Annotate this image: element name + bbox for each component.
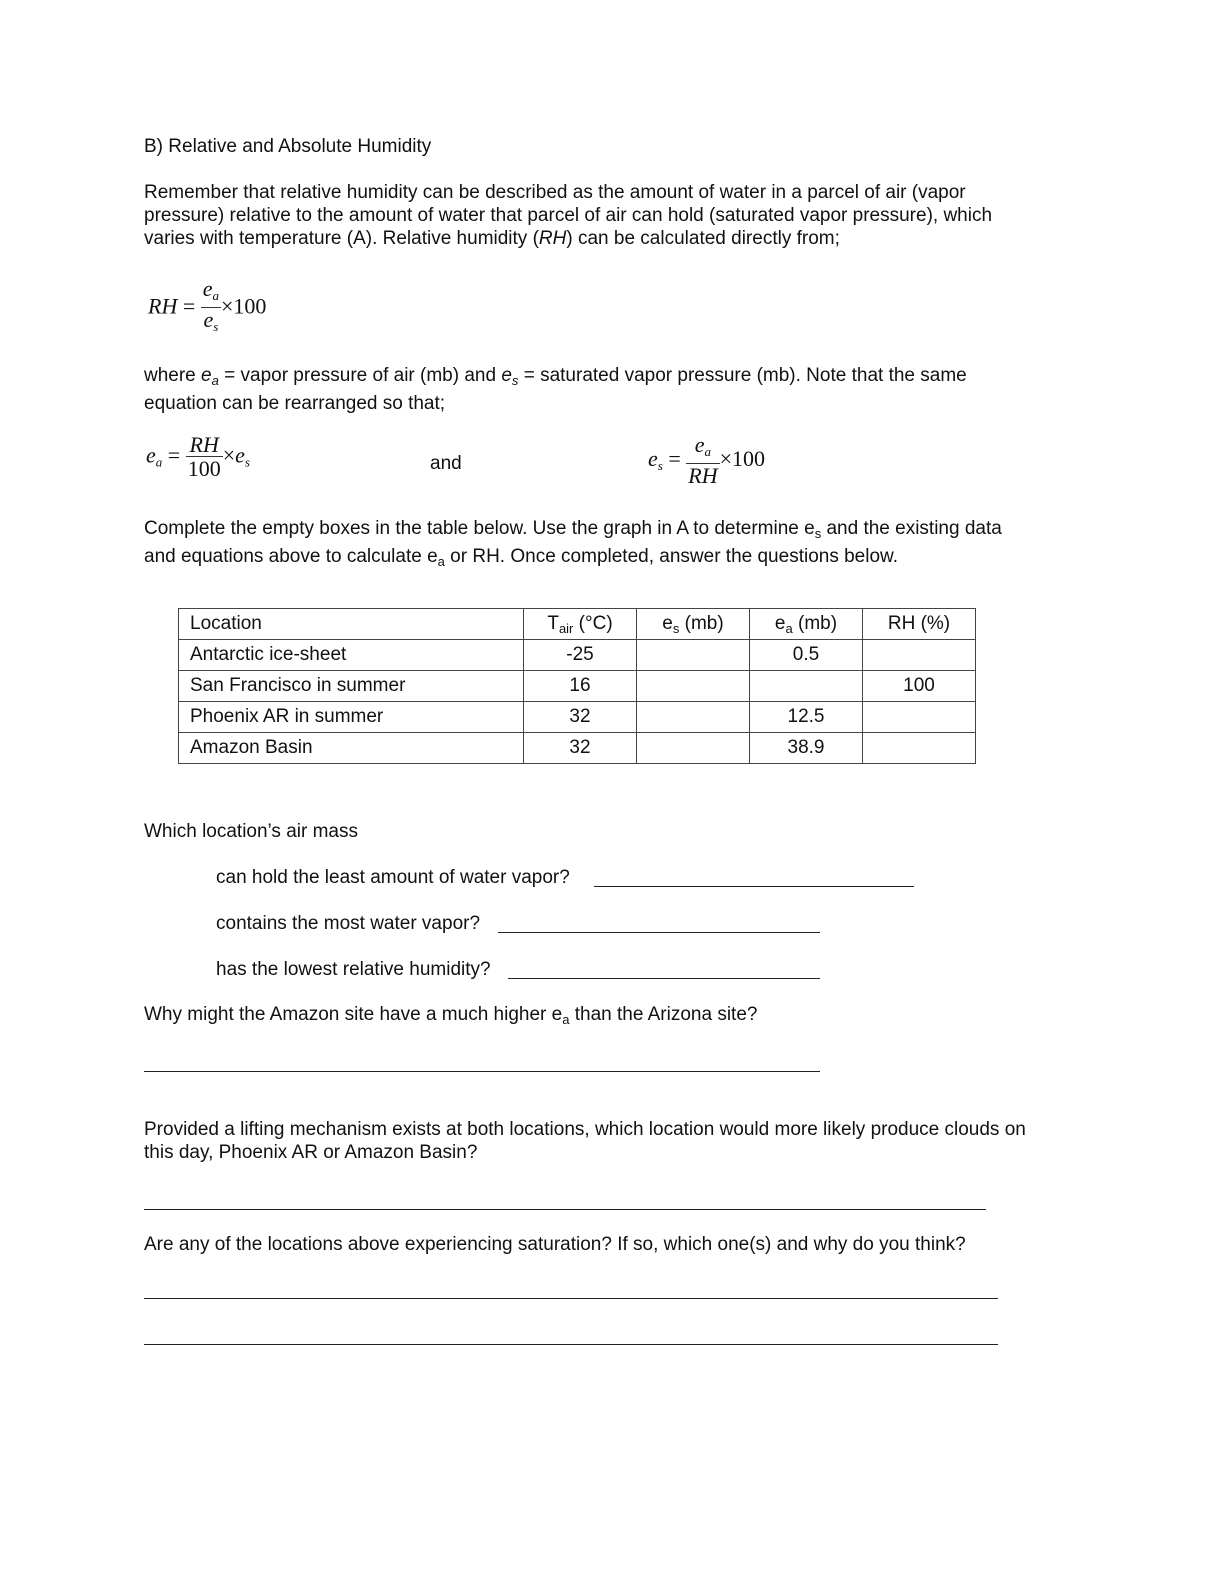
cell-rh: 100: [863, 671, 976, 702]
cell-tair: 32: [524, 733, 637, 764]
table-row: [179, 733, 976, 764]
cell-rh[interactable]: [863, 640, 976, 671]
answer-line-2[interactable]: [498, 932, 820, 933]
intro-paragraph: [144, 181, 992, 250]
answer-line-5[interactable]: [144, 1209, 986, 1210]
equation-ea: $e_a$ = $\frac{RH}{100}$ $\times e_s$: [146, 432, 250, 481]
table-header-row: [179, 609, 976, 640]
instructions-line-1: Complete the empty boxes in the table below. Use the graph in A to determine $e_s$ and the existing data: [144, 518, 1002, 541]
section-title: B) Relative and Absolute Humidity: [144, 136, 432, 157]
cell-es[interactable]: [637, 702, 750, 733]
question-2: contains the most water vapor?: [216, 913, 481, 934]
cell-ea[interactable]: [750, 671, 863, 702]
fraction-ea-over-es: $\frac{e_a}{e_s}$: [202, 276, 220, 334]
cell-ea: 12.5: [750, 702, 863, 733]
cell-ea: 38.9: [750, 733, 863, 764]
intro-line-3: varies with temperature (A). Relative humidity (RH) can be calculated directly from;: [144, 228, 840, 249]
cell-es[interactable]: [637, 640, 750, 671]
table-row: [179, 671, 976, 702]
question-6: Are any of the locations above experiencing saturation? If so, which one(s) and why do you think?: [144, 1234, 966, 1255]
definition-line-1: where $e_a$ = vapor pressure of air (mb) and $e_s$ = saturated vapor pressure (mb). Note that the same: [144, 365, 967, 388]
header-tair: $T_{air}$ (°C): [524, 609, 637, 640]
fraction-rh-over-100: $\frac{RH}{100}$: [187, 432, 221, 481]
cell-es[interactable]: [637, 671, 750, 702]
cell-location: Phoenix AR in summer: [179, 702, 524, 733]
humidity-table: [178, 608, 976, 764]
question-5: Provided a lifting mechanism exists at both locations, which location would more likely produce clouds on this day, Phoenix AR or Amazon Basin?: [144, 1119, 1026, 1163]
definition-paragraph: [144, 364, 967, 415]
header-ea: $e_a$ (mb): [750, 609, 863, 640]
cell-ea: 0.5: [750, 640, 863, 671]
table-row: [179, 702, 976, 733]
header-location: Location: [179, 609, 524, 640]
cell-es[interactable]: [637, 733, 750, 764]
fraction-ea-over-rh: $\frac{e_a}{RH}$: [688, 432, 718, 488]
cell-rh[interactable]: [863, 702, 976, 733]
cell-location: San Francisco in summer: [179, 671, 524, 702]
instructions-line-2: and equations above to calculate $e_a$ or RH. Once completed, answer the questions below.: [144, 546, 898, 569]
question-3: has the lowest relative humidity?: [216, 959, 491, 980]
intro-line-2: pressure) relative to the amount of water that parcel of air can hold (saturated vapor pressure), which: [144, 205, 993, 226]
cell-rh[interactable]: [863, 733, 976, 764]
answer-line-4[interactable]: [144, 1071, 820, 1072]
definition-line-2: equation can be rearranged so that;: [144, 393, 446, 414]
answer-line-3[interactable]: [508, 978, 820, 979]
header-es: $e_s$ (mb): [637, 609, 750, 640]
answer-line-6a[interactable]: [144, 1298, 998, 1299]
question-4: Why might the Amazon site have a much higher $e_a$ than the Arizona site?: [144, 1004, 758, 1027]
answer-line-6b[interactable]: [144, 1344, 998, 1345]
intro-line-1: Remember that relative humidity can be described as the amount of water in a parcel of air (vapor: [144, 182, 966, 203]
answer-line-1[interactable]: [594, 886, 914, 887]
header-rh: RH (%): [863, 609, 976, 640]
equation-es: $e_s$ = $\frac{e_a}{RH}$ ×100: [648, 432, 765, 488]
cell-location: Antarctic ice-sheet: [179, 640, 524, 671]
instructions-paragraph: [144, 517, 1002, 573]
cell-tair: -25: [524, 640, 637, 671]
and-label: and: [430, 453, 462, 474]
questions-lead: Which location’s air mass: [144, 821, 359, 842]
cell-tair: 16: [524, 671, 637, 702]
question-1: can hold the least amount of water vapor?: [216, 867, 570, 888]
equation-rh: RH = $\frac{e_a}{e_s}$ ×100: [148, 278, 266, 339]
cell-tair: 32: [524, 702, 637, 733]
cell-location: Amazon Basin: [179, 733, 524, 764]
table-row: [179, 640, 976, 671]
